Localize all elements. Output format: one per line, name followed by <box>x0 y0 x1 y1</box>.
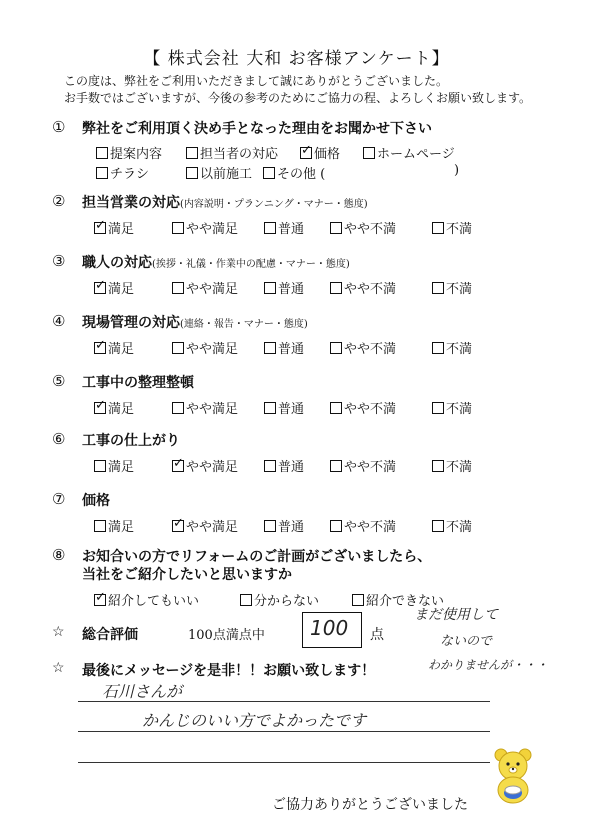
score-value: 100 <box>310 616 349 640</box>
checkbox[interactable] <box>240 594 252 606</box>
checkbox[interactable] <box>330 342 342 354</box>
checkbox[interactable] <box>432 222 444 234</box>
intro-line-1: この度は、弊社をご利用いただきまして誠にありがとうございました。 <box>64 74 449 88</box>
q4-question: 現場管理の対応(連絡・報告・マナー・態度) <box>82 315 308 331</box>
check-mark-icon: ✓ <box>173 456 184 471</box>
check-mark-icon: ✓ <box>173 516 184 531</box>
checkbox-checked[interactable] <box>300 143 312 159</box>
checkbox[interactable] <box>264 460 276 472</box>
checkbox-checked[interactable] <box>172 456 184 472</box>
checkbox[interactable] <box>432 460 444 472</box>
q1-option-proposal[interactable]: 提案内容 <box>96 143 162 162</box>
q7-option-satisfied[interactable]: 満足 <box>94 516 134 535</box>
check-mark-icon: ✓ <box>95 338 106 353</box>
q3-option-neutral[interactable]: 普通 <box>264 278 304 297</box>
q3-option-somewhat-satisfied[interactable]: やや満足 <box>172 278 238 297</box>
q4-option-somewhat-dissatisfied[interactable]: やや不満 <box>330 338 396 357</box>
message-line-1[interactable] <box>78 701 490 702</box>
q7-option-neutral[interactable]: 普通 <box>264 516 304 535</box>
check-mark-icon: ✓ <box>95 398 106 413</box>
q6-option-dissatisfied[interactable]: 不満 <box>432 456 472 475</box>
checkbox[interactable] <box>264 520 276 532</box>
checkbox[interactable] <box>94 520 106 532</box>
q2-option-dissatisfied[interactable]: 不満 <box>432 218 472 237</box>
overall-label: 総合評価 <box>82 627 138 643</box>
checkbox-checked[interactable] <box>172 516 184 532</box>
checkbox[interactable] <box>172 222 184 234</box>
handwritten-note-1: まだ使用して <box>414 607 498 623</box>
checkbox-checked[interactable] <box>94 590 106 606</box>
checkbox[interactable] <box>330 222 342 234</box>
checkbox-checked[interactable] <box>94 278 106 294</box>
q8-question-line-1: お知合いの方でリフォームのご計画がございましたら、 <box>82 549 432 565</box>
thanks-text: ご協力ありがとうございました <box>272 797 468 813</box>
q4-option-dissatisfied[interactable]: 不満 <box>432 338 472 357</box>
q6-number: ⑥ <box>52 430 66 448</box>
q2-number: ② <box>52 192 66 210</box>
checkbox[interactable] <box>363 147 375 159</box>
checkbox[interactable] <box>186 147 198 159</box>
q5-number: ⑤ <box>52 372 66 390</box>
q1-option-other[interactable]: その他 ( <box>263 163 325 182</box>
message-line-3[interactable] <box>78 762 490 763</box>
score-unit: 点 <box>370 627 384 643</box>
checkbox[interactable] <box>352 594 364 606</box>
q2-option-somewhat-dissatisfied[interactable]: やや不満 <box>330 218 396 237</box>
checkbox[interactable] <box>172 402 184 414</box>
message-line-2[interactable] <box>78 731 490 732</box>
checkbox[interactable] <box>96 167 108 179</box>
q6-option-somewhat-satisfied[interactable]: ✓ やや満足 <box>173 456 239 475</box>
checkbox[interactable] <box>264 222 276 234</box>
checkbox[interactable] <box>172 282 184 294</box>
q3-option-somewhat-dissatisfied[interactable]: やや不満 <box>330 278 396 297</box>
q7-option-somewhat-dissatisfied[interactable]: やや不満 <box>330 516 396 535</box>
q7-question: 価格 <box>82 493 110 509</box>
q8-option-cannot-recommend[interactable]: 紹介できない <box>352 590 444 609</box>
q4-number: ④ <box>52 312 66 330</box>
q4-subtext: (連絡・報告・マナー・態度) <box>180 319 308 330</box>
q3-subtext: (挨拶・礼儀・作業中の配慮・マナー・態度) <box>152 259 350 270</box>
checkbox[interactable] <box>263 167 275 179</box>
q5-question: 工事中の整理整頓 <box>82 375 194 391</box>
q1-option-previous[interactable]: 以前施工 <box>186 163 252 182</box>
q6-question: 工事の仕上がり <box>82 433 180 449</box>
q1-number: ① <box>52 118 66 136</box>
checkbox-checked[interactable] <box>94 218 106 234</box>
q2-option-satisfied[interactable]: ✓ 満足 <box>95 218 135 237</box>
q7-option-somewhat-satisfied[interactable]: ✓ やや満足 <box>173 516 239 535</box>
q3-question: 職人の対応(挨拶・礼儀・作業中の配慮・マナー・態度) <box>82 255 350 271</box>
checkbox[interactable] <box>432 282 444 294</box>
q6-option-somewhat-dissatisfied[interactable]: やや不満 <box>330 456 396 475</box>
message-label: 最後にメッセージを是非！！お願い致します！ <box>82 663 376 679</box>
checkbox[interactable] <box>172 342 184 354</box>
checkbox-checked[interactable] <box>94 398 106 414</box>
checkbox[interactable] <box>264 282 276 294</box>
bear-mascot-icon <box>490 746 536 804</box>
q3-option-dissatisfied[interactable]: 不満 <box>432 278 472 297</box>
checkbox[interactable] <box>96 147 108 159</box>
q1-question: 弊社をご利用頂く決め手となった理由をお聞かせ下さい <box>82 121 432 137</box>
q1-option-homepage[interactable]: ホームページ <box>363 143 455 162</box>
q1-option-price[interactable]: ✓ 価格 <box>301 143 341 162</box>
q5-option-satisfied[interactable]: ✓ 満足 <box>95 398 135 417</box>
q1-option-flyer[interactable]: チラシ <box>96 163 149 182</box>
q6-option-neutral[interactable]: 普通 <box>264 456 304 475</box>
survey-title: 【 株式会社 大和 お客様アンケート】 <box>143 49 450 69</box>
checkbox[interactable] <box>330 282 342 294</box>
handwritten-note-2: ないので <box>440 634 493 649</box>
checkbox[interactable] <box>330 460 342 472</box>
q5-option-somewhat-satisfied[interactable]: やや満足 <box>172 398 238 417</box>
q6-option-satisfied[interactable]: 満足 <box>94 456 134 475</box>
check-mark-icon: ✓ <box>95 590 106 605</box>
q8-question-line-2: 当社をご紹介したいと思いますか <box>82 567 292 583</box>
q5-option-dissatisfied[interactable]: 不満 <box>432 398 472 417</box>
q2-option-somewhat-satisfied[interactable]: やや満足 <box>172 218 238 237</box>
q8-option-recommend[interactable]: ✓ 紹介してもいい <box>95 590 200 609</box>
q2-question: 担当営業の対応(内容説明・プランニング・マナー・態度) <box>82 195 368 211</box>
q5-option-somewhat-dissatisfied[interactable]: やや不満 <box>330 398 396 417</box>
q1-other-close: ) <box>454 163 460 178</box>
q7-number: ⑦ <box>52 490 66 508</box>
checkbox[interactable] <box>264 402 276 414</box>
star-icon: ☆ <box>52 624 65 640</box>
handwritten-note-3: わかりませんが・・・ <box>428 658 549 672</box>
q1-option-staff[interactable]: 担当者の対応 <box>186 143 278 162</box>
q4-option-neutral[interactable]: 普通 <box>264 338 304 357</box>
checkbox-checked[interactable] <box>94 338 106 354</box>
message-handwritten-2: かんじのいい方でよかったです <box>142 711 367 730</box>
checkbox[interactable] <box>264 342 276 354</box>
checkbox[interactable] <box>432 342 444 354</box>
q2-option-neutral[interactable]: 普通 <box>264 218 304 237</box>
overall-scale: 100点満点中 <box>188 628 265 643</box>
checkbox[interactable] <box>330 402 342 414</box>
q2-subtext: (内容説明・プランニング・マナー・態度) <box>180 199 368 210</box>
intro-line-2: お手数ではございますが、今後の参考のためにご協力の程、よろしくお願い致します。 <box>64 91 532 105</box>
q8-option-unsure[interactable]: 分からない <box>240 590 319 609</box>
q7-option-dissatisfied[interactable]: 不満 <box>432 516 472 535</box>
q3-option-satisfied[interactable]: ✓ 満足 <box>95 278 135 297</box>
checkbox[interactable] <box>186 167 198 179</box>
q3-number: ③ <box>52 252 66 270</box>
q4-option-satisfied[interactable]: ✓ 満足 <box>95 338 135 357</box>
q4-option-somewhat-satisfied[interactable]: やや満足 <box>172 338 238 357</box>
checkbox[interactable] <box>432 520 444 532</box>
checkbox[interactable] <box>432 402 444 414</box>
check-mark-icon: ✓ <box>95 218 106 233</box>
checkbox[interactable] <box>330 520 342 532</box>
star-icon: ☆ <box>52 660 65 676</box>
q5-option-neutral[interactable]: 普通 <box>264 398 304 417</box>
checkbox[interactable] <box>94 460 106 472</box>
q8-number: ⑧ <box>52 546 66 564</box>
message-handwritten-1: 石川さんが <box>102 682 183 701</box>
check-mark-icon: ✓ <box>301 143 312 158</box>
check-mark-icon: ✓ <box>95 278 106 293</box>
